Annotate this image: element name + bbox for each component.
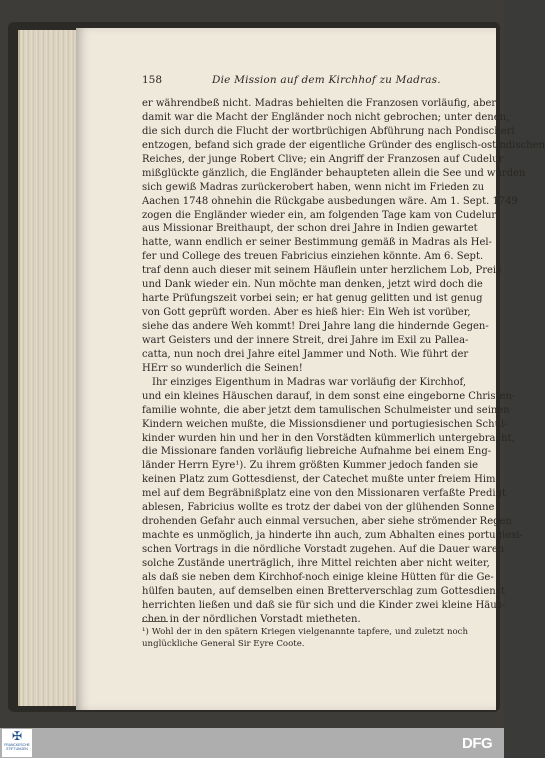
footnote (142, 626, 468, 650)
text-line: damit war die Macht der Engländer noch nicht gebrochen; unter denen, (142, 111, 510, 123)
viewer-bottom-bar (0, 728, 504, 758)
text-line: Reiches, der junge Robert Clive; ein Angriff der Franzosen auf Cudelur (142, 153, 504, 165)
text-line: ablesen, Fabricius wollte es trotz der dabei von der glühenden Sonne (142, 502, 495, 514)
page-number: 158 (142, 74, 163, 86)
text-line: siehe das andere Weh kommt! Drei Jahre lang die hindernde Gegen- (142, 321, 489, 332)
text-line: harte Prüfungszeit vorbei sein; er hat genug gelitten und ist genug (142, 293, 483, 305)
running-title: Die Mission auf dem Kirchhof zu Madras. (212, 74, 441, 86)
footnote-line: unglückliche General Sir Eyre Coote. (142, 639, 305, 649)
text-line: Ihr einziges Eigenthum in Madras war vorläufig der Kirchhof, (152, 376, 466, 388)
text-line: mißglückte gänzlich, die Engländer behaupteten allein die See und würden (142, 167, 526, 179)
text-line: Kindern weichen mußte, die Missionsdiener und portugiesischen Schul- (142, 418, 508, 430)
text-line: machte es unmöglich, ja hinderte ihn auch, zum Abhalten eines portugiesi- (142, 530, 523, 542)
dfg-logo[interactable]: DFG (462, 735, 493, 752)
text-line: Aachen 1748 ohnehin die Rückgabe ausbedungen wäre. Am 1. Sept. 1749 (142, 195, 518, 207)
text-line: herrichten ließen und daß sie für sich und die Kinder zwei kleine Häus- (142, 599, 506, 611)
text-line: hatte, wann endlich er seiner Bestimmung gemäß in Madras als Hel- (142, 237, 492, 249)
text-line: drohenden Gefahr auch einmal versuchen, aber siehe strömender Regen (142, 516, 512, 528)
library-logo-icon: ✠ (11, 729, 23, 743)
text-line: sich gewiß Madras zurückerobert haben, wenn nicht im Frieden zu (142, 181, 485, 193)
text-line: als daß sie neben dem Kirchhof-noch einige kleine Hütten für die Ge- (142, 571, 494, 583)
text-line: aus Missionar Breithaupt, der schon drei Jahre in Indien gewartet (142, 223, 478, 235)
text-line: mel auf dem Begräbnißplatz eine von den Missionaren verfaßte Predigt (142, 488, 506, 500)
page-stack-edge (18, 30, 82, 706)
footnote-rule (142, 621, 168, 622)
text-line: HErr so wunderlich die Seinen! (142, 362, 303, 374)
text-line: schen Vortrags in die nördliche Vorstadt zugehen. Auf die Dauer waren (142, 544, 505, 555)
text-line: solche Zustände unerträglich, ihre Mittel reichten aber nicht weiter, (142, 557, 490, 569)
text-line: kinder wurden hin und her in den Vorstädten kümmerlich untergebracht, (142, 432, 515, 444)
text-line: entzogen, befand sich grade der eigentliche Gründer des englisch-ostindischen (142, 139, 545, 151)
text-line: catta, nun noch drei Jahre eitel Jammer und Noth. Wie führt der (142, 348, 469, 360)
text-line: länder Herrn Eyre¹). Zu ihrem größten Kummer jedoch fanden sie (142, 460, 479, 472)
text-line: familie wohnte, die aber jetzt dem tamulischen Schulmeister und seinen (142, 404, 510, 416)
footnote-line: ¹) Wohl der in den spätern Kriegen vielgenannte tapfere, und zuletzt noch (142, 627, 468, 637)
text-line: er währendbeß nicht. Madras behielten die Franzosen vorläufig, aber (142, 98, 497, 109)
text-line: fer und College des treuen Fabricius einziehen könnte. Am 6. Sept. (142, 251, 484, 263)
text-line: chen in der nördlichen Vorstadt mietheten. (142, 613, 361, 625)
text-line: von Gott geprüft worden. Aber es hieß hier: Ein Weh ist vorüber, (142, 307, 471, 319)
body-text (142, 97, 545, 627)
text-line: die sich durch die Flucht der wortbrüchigen Abführung nach Pondischeri (142, 125, 515, 137)
text-line: die Missionare fanden vorläufig liebreiche Aufnahme bei einem Eng- (142, 446, 492, 458)
page-header (142, 74, 472, 90)
text-line: und Dank wieder ein. Nun möchte man denken, jetzt wird doch die (142, 279, 483, 291)
text-line: wart Geisters und der innere Streit, drei Jahre im Exil zu Pallea- (142, 334, 469, 346)
library-logo-text: FRANCKESCHE STIFTUNGEN (4, 743, 30, 751)
text-line: zogen die Engländer wieder ein, am folgenden Tage kam von Cudelur (142, 209, 497, 221)
library-logo[interactable] (2, 729, 32, 757)
text-line: keinen Platz zum Gottesdienst, der Catechet mußte unter freiem Him- (142, 474, 499, 486)
text-line: hülfen bauten, auf demselben einen Bretterverschlag zum Gottesdienst (142, 585, 505, 597)
text-line: traf denn auch dieser mit seinem Häuflein unter herzlichem Lob, Preis (142, 265, 502, 277)
text-line: und ein kleines Häuschen darauf, in dem sonst eine eingeborne Christen- (142, 390, 516, 402)
